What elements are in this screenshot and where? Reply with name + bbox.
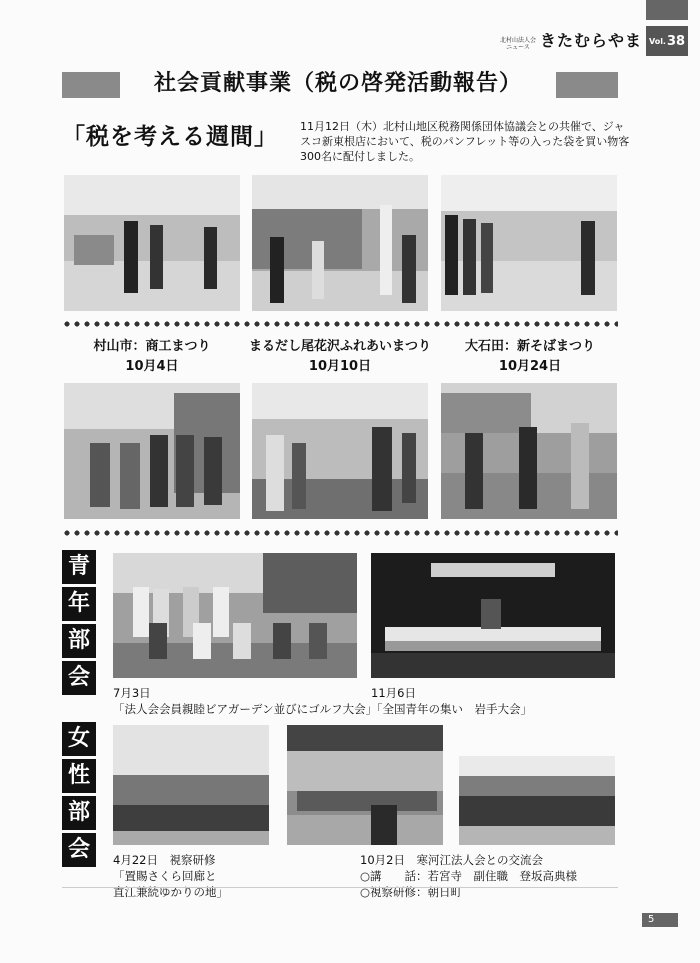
event-caption	[248, 337, 432, 377]
page-number: 5	[642, 913, 678, 927]
photo-obanazawa	[252, 383, 428, 519]
dotted-divider	[62, 319, 618, 329]
event-date: 10月24日	[498, 359, 562, 374]
event-date: 11月6日	[371, 686, 416, 700]
masthead	[500, 28, 642, 51]
corner-band	[646, 0, 688, 20]
event-caption	[62, 337, 242, 377]
label-char: 性	[62, 759, 96, 793]
event-detail: ○講 話：若宮寺 副住職 登坂高典様	[360, 869, 578, 883]
volume-prefix: Vol.	[648, 36, 666, 46]
photo-asahi	[459, 756, 615, 845]
page-title: 社会貢献事業（税の啓発活動報告）	[120, 66, 556, 102]
event-date: 10月4日	[125, 359, 179, 374]
photo-youth-assembly	[371, 553, 615, 678]
event-detail: ○視察研修：朝日町	[360, 885, 463, 899]
youth-event-2	[371, 685, 532, 717]
label-char: 年	[62, 587, 96, 621]
photo-sakura	[113, 725, 269, 845]
event-place: まるだし尾花沢ふれあいまつり	[248, 339, 431, 354]
label-char: 部	[62, 624, 96, 658]
photo-shinsoba	[441, 383, 617, 519]
event-date: 10月10日	[308, 359, 372, 374]
event-title: 「法人会会員親睦ビアガーデン並びにゴルフ大会」	[113, 702, 378, 716]
volume-number: 38	[666, 33, 686, 49]
publisher-name: 北村山法人会	[499, 37, 536, 44]
photo-jusco-2	[252, 175, 428, 311]
event-caption	[440, 337, 620, 377]
event-date: 7月3日	[113, 686, 151, 700]
label-char: 会	[62, 833, 96, 867]
label-char: 青	[62, 550, 96, 584]
label-char: 会	[62, 661, 96, 695]
volume-badge	[646, 26, 688, 56]
event-date: 10月2日 寒河江法人会との交流会	[360, 853, 543, 867]
label-char: 部	[62, 796, 96, 830]
footer-rule	[62, 887, 618, 917]
photo-jusco-1	[64, 175, 240, 311]
label-char: 女	[62, 722, 96, 756]
event-date: 4月22日 視察研修	[113, 853, 216, 867]
youth-section-label	[62, 550, 102, 698]
newsletter-name: きたむらやま	[539, 31, 642, 50]
section-heading: 「税を考える週間」	[62, 124, 278, 150]
photo-shoko-matsuri	[64, 383, 240, 519]
event-title: 「置賜さくら回廊と	[113, 869, 217, 883]
dotted-divider	[62, 528, 618, 538]
section-text: 11月12日（木）北村山地区税務関係団体協議会との共催で、ジャスコ新東根店において、税のパンフレット等の入った袋を買い物客300名に配付しました。	[300, 120, 630, 163]
youth-event-1	[113, 685, 377, 717]
event-title: 直江兼続ゆかりの地」	[113, 885, 228, 899]
photo-golf	[113, 553, 357, 678]
event-place: 村山市：商工まつり	[93, 339, 211, 354]
women-section-label	[62, 722, 102, 870]
publisher-label	[500, 37, 536, 51]
photo-jusco-3	[441, 175, 617, 311]
publisher-sub: ニュース	[506, 44, 530, 51]
event-place: 大石田：新そばまつり	[464, 339, 595, 354]
photo-exchange	[287, 725, 443, 845]
event-title: 「全国青年の集い 岩手大会」	[371, 702, 532, 716]
